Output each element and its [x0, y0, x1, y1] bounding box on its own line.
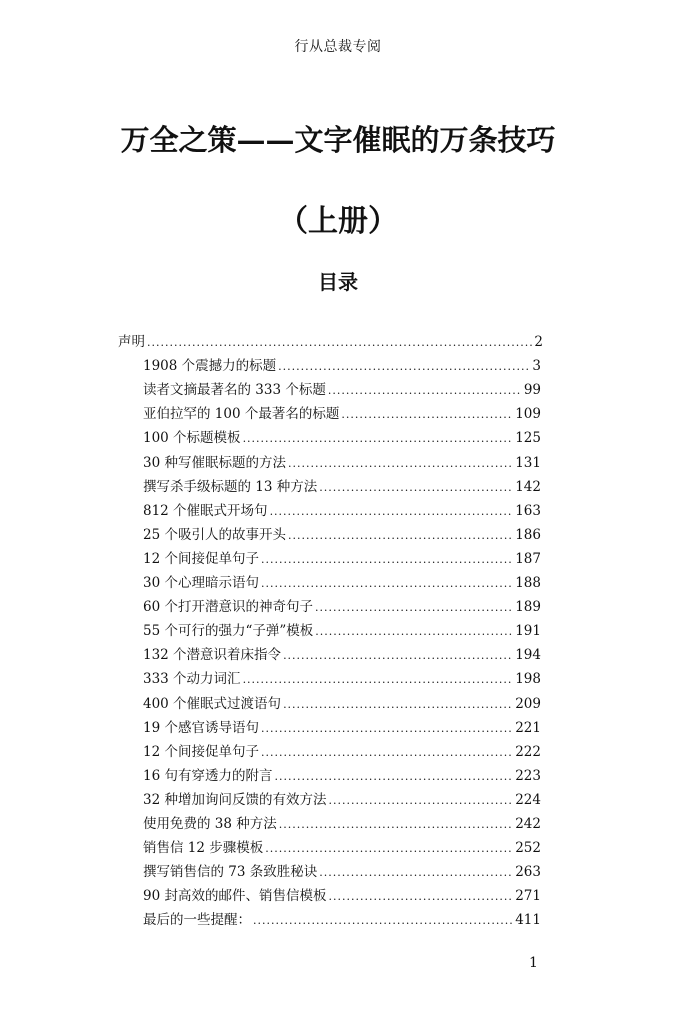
toc-entry-page: 252	[515, 840, 541, 857]
toc-entry	[143, 812, 541, 832]
toc-entry-page: 188	[515, 575, 541, 591]
toc-entry	[143, 619, 541, 639]
toc-entry-page: 189	[515, 599, 541, 616]
toc-entry-page: 191	[515, 623, 541, 640]
toc-entry	[143, 908, 541, 928]
toc-entry-label: 400 个催眠式过渡语句	[143, 695, 282, 712]
toc-dot-leader	[283, 698, 513, 711]
toc-dot-leader	[261, 577, 513, 590]
toc-dot-leader	[319, 866, 513, 879]
toc-entry-label: 1908 个震撼力的标题	[143, 358, 277, 375]
toc-entry-label: 最后的一些提醒：	[143, 912, 251, 929]
toc-entry-label: 读者文摘最著名的 333 个标题	[143, 382, 326, 399]
toc-entry-label: 812 个催眠式开场句	[143, 502, 268, 519]
toc-entry	[143, 692, 541, 712]
toc-dot-leader	[328, 794, 513, 807]
toc-entry	[143, 716, 541, 736]
toc-entry-page: 109	[515, 406, 541, 423]
toc-dot-leader	[261, 553, 513, 566]
toc-entry	[143, 402, 541, 422]
toc-entry-page: 223	[515, 767, 541, 784]
toc-dot-leader	[341, 408, 513, 421]
toc-entry-label: 使用免费的 38 种方法	[143, 816, 277, 832]
toc-entry	[143, 860, 541, 880]
toc-entry-page: 131	[515, 454, 541, 471]
toc-entry-label: 60 个打开潜意识的神奇句子	[143, 599, 313, 616]
toc-dot-leader	[147, 336, 532, 349]
toc-entry-label: 12 个间接促单句子	[143, 550, 259, 567]
toc-entry-page: 209	[515, 695, 541, 712]
toc-entry-page: 163	[515, 502, 541, 519]
toc-entry-page: 194	[515, 647, 541, 664]
toc-dot-leader	[319, 481, 513, 494]
toc-entry-page: 198	[515, 671, 541, 688]
toc-entry	[143, 667, 541, 687]
toc-entry	[143, 836, 541, 856]
document-title: 万全之策——文字催眠的万条技巧	[120, 123, 556, 157]
toc-entry	[143, 523, 541, 543]
toc-dot-leader	[283, 649, 513, 662]
toc-entry	[118, 330, 543, 350]
toc-dot-leader	[288, 457, 513, 470]
toc-entry-label: 90 封高效的邮件、销售信模板	[143, 888, 327, 905]
toc-entry-page: 263	[515, 864, 541, 881]
toc-entry	[143, 740, 541, 760]
toc-dot-leader	[270, 505, 514, 518]
toc-entry-label: 19 个感官诱导语句	[143, 719, 259, 736]
toc-entry-page: 186	[515, 526, 541, 543]
toc-entry-label: 撰写杀手级标题的 13 种方法	[143, 478, 318, 495]
toc-entry	[143, 499, 541, 519]
toc-dot-leader	[315, 601, 513, 614]
toc-entry	[143, 571, 541, 591]
toc-entry	[143, 595, 541, 615]
toc-entry-label: 16 句有穿透力的附言	[143, 767, 273, 784]
toc-dot-leader	[328, 384, 522, 397]
toc-entry	[143, 547, 541, 567]
toc-dot-leader	[243, 432, 514, 445]
toc-entry-label: 亚伯拉罕的 100 个最著名的标题	[143, 406, 340, 423]
document-subtitle: （上册）	[278, 204, 398, 239]
toc-dot-leader	[253, 914, 513, 927]
toc-entry	[143, 884, 541, 904]
toc-entry-page: 221	[515, 719, 541, 736]
toc-entry	[143, 764, 541, 784]
toc-dot-leader	[243, 673, 514, 686]
toc-entry-label: 12 个间接促单句子	[143, 743, 259, 760]
toc-dot-leader	[265, 842, 513, 855]
toc-entry-label: 333 个动力词汇	[143, 671, 241, 688]
toc-entry-page: 187	[515, 550, 541, 567]
toc-heading: 目录	[318, 270, 358, 294]
toc-entry	[143, 426, 541, 446]
toc-entry-page: 242	[515, 816, 541, 832]
toc-entry-page: 142	[515, 478, 541, 495]
toc-entry-page: 271	[515, 888, 541, 905]
toc-dot-leader	[315, 625, 513, 638]
toc-entry-label: 撰写销售信的 73 条致胜秘诀	[143, 864, 318, 881]
toc-entry-label: 100 个标题模板	[143, 430, 241, 447]
toc-entry	[143, 378, 541, 398]
toc-dot-leader	[279, 818, 513, 831]
toc-entry	[143, 643, 541, 663]
toc-entry	[143, 475, 541, 495]
toc-dot-leader	[261, 746, 513, 759]
toc-dot-leader	[261, 722, 513, 735]
toc-entry-page: 2	[534, 334, 543, 350]
toc-entry	[143, 788, 541, 808]
toc-entry	[143, 354, 541, 374]
toc-entry-label: 30 种写催眠标题的方法	[143, 454, 286, 471]
toc-entry-label: 30 个心理暗示语句	[143, 575, 259, 591]
toc-entry-label: 声明	[118, 334, 145, 350]
toc-entry-label: 132 个潜意识着床指令	[143, 647, 282, 664]
toc-dot-leader	[328, 890, 513, 903]
toc-entry-label: 25 个吸引人的故事开头	[143, 526, 286, 543]
toc-entry-label: 32 种增加询问反馈的有效方法	[143, 791, 327, 808]
toc-entry-page: 411	[515, 912, 541, 929]
toc-entry-label: 55 个可行的强力“子弹”模板	[143, 623, 314, 640]
toc-entry-page: 224	[515, 791, 541, 808]
toc-entry	[143, 451, 541, 471]
toc-dot-leader	[278, 360, 530, 373]
page-number: 1	[529, 955, 538, 971]
toc-entry-page: 99	[523, 382, 541, 399]
toc-dot-leader	[288, 529, 513, 542]
running-header: 行从总裁专阅	[294, 39, 382, 55]
toc-entry-label: 销售信 12 步骤模板	[143, 840, 264, 857]
toc-dot-leader	[274, 770, 513, 783]
toc-entry-page: 3	[532, 358, 541, 375]
toc-entry-page: 125	[515, 430, 541, 447]
toc-entry-page: 222	[515, 743, 541, 760]
